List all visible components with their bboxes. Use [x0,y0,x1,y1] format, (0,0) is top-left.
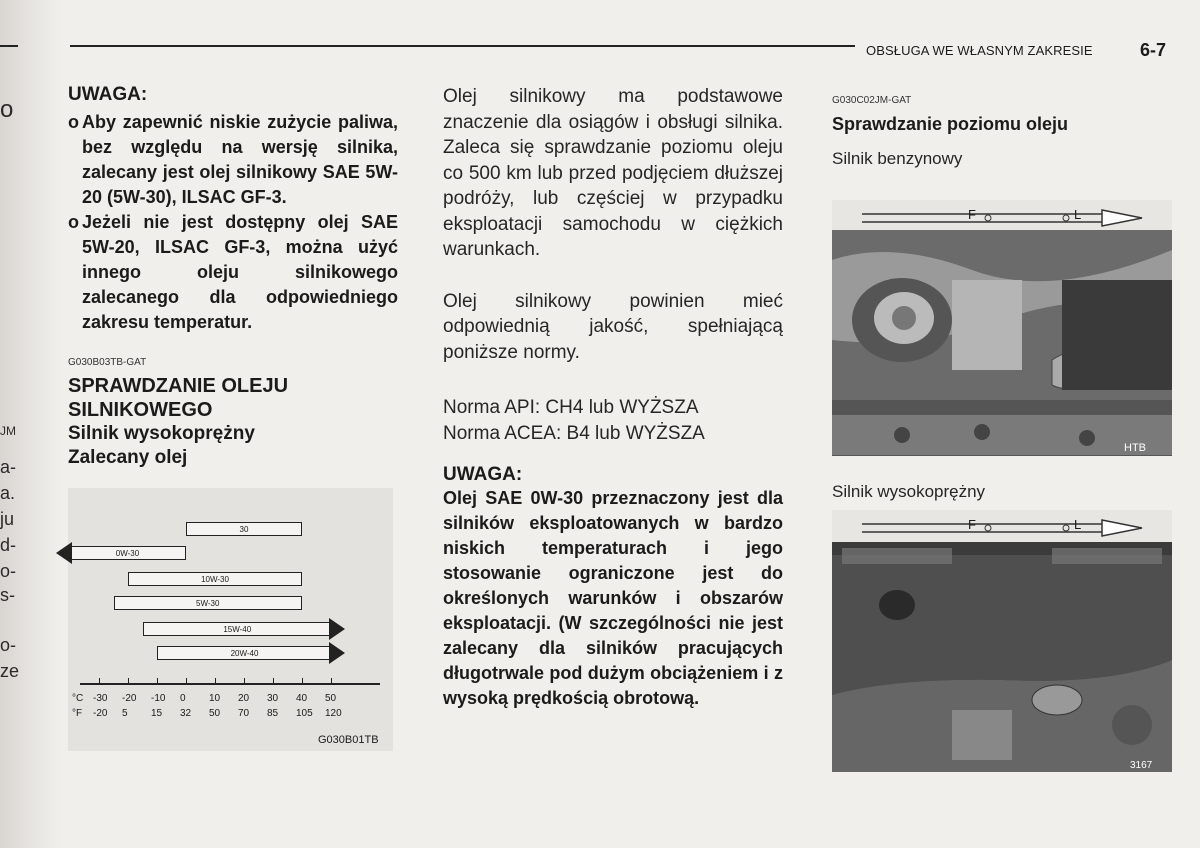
x-tick-label-celsius: -30 [93,693,108,704]
x-tick-mark [99,678,100,684]
header-rule [70,45,855,47]
x-tick-label-fahrenheit: -20 [93,708,108,719]
chart-bar: 10W-30 [128,572,302,586]
subtitle: Zalecany olej [68,447,188,468]
spine-fragment: d- [0,535,17,555]
dipstick-l-label: L [1074,207,1082,222]
x-tick-label-fahrenheit: 15 [151,708,163,719]
x-tick-label-fahrenheit: 85 [267,708,279,719]
diesel-engine-photo [832,510,1172,772]
dipstick-f-label: F [968,517,976,532]
x-tick-label-celsius: 10 [209,693,221,704]
spine-fragment: a. [0,483,16,503]
right-column [832,95,1172,172]
x-tick-label-celsius: 20 [238,693,250,704]
x-tick-label-celsius: 50 [325,693,337,704]
section-title: SILNIKOWEGO [68,399,213,421]
diesel-engine-illustration [832,510,1172,772]
chart-bar: 20W-40 [157,646,331,660]
x-tick-mark [331,678,332,684]
page-number: 6-7 [1140,40,1167,60]
subtitle: Silnik wysokoprężny [68,423,255,444]
x-tick-mark [273,678,274,684]
x-tick-mark [186,678,187,684]
dipstick-icon [862,210,1142,226]
spine-fragment: ze [0,661,20,681]
spine-fragment: o- [0,561,17,581]
dipstick-l-label: L [1074,517,1082,532]
spine-fragment: s- [0,585,15,605]
intro-paragraph: Olej silnikowy ma podstawowe znaczenie dla osiągów i obsługi silnika. Zaleca się sprawdzanie poziomu oleju co 500 km lub przed podjęciem dłuższej podróży, lub częściej w przypadku eksploatacji samochodu w ciężkich warunkach. [443,86,783,260]
facing-page-edge [0,0,62,848]
section-code: G030C02JM-GAT [832,95,912,106]
photo-label: 3167 [1130,760,1153,771]
x-tick-label-celsius: °C [72,693,84,704]
x-tick-label-fahrenheit: 32 [180,708,192,719]
x-tick-label-celsius: 0 [180,693,186,704]
x-tick-mark [302,678,303,684]
x-tick-label-celsius: -20 [122,693,137,704]
header-rule-left [0,45,18,47]
note-title: UWAGA: [443,464,523,485]
section-title: SPRAWDZANIE OLEJU [68,375,289,397]
spine-fragment: ju [0,509,15,529]
note-bullet-text: Aby zapewnić niskie zużycie paliwa, bez względu na wersję silnika, zalecany jest olej silnikowy SAE 5W-20 (5W-30), ILSAC GF-3. [82,112,398,207]
subtitle-diesel: Silnik wysokoprężny [832,482,986,501]
chart-bar: 30 [186,522,302,536]
quality-paragraph: Olej silnikowy powinien mieć odpowiednią jakość, spełniającą poniższe normy. [443,290,783,363]
header-section-title: OBSŁUGA WE WŁASNYM ZAKRESIE [866,43,1093,58]
note-text: Olej SAE 0W-30 przeznaczony jest dla silników eksploatowanych w bardzo niskich temperaturach i jego stosowanie ograniczone jest do określonych warunków i obszarów eksploatacji. (W szczególności nie jest zalecany dla silników pracujących długotrwale pod dużym obciążeniem i z wysoką prędkością obrotową. [443,488,783,708]
oil-viscosity-chart [68,488,393,751]
x-tick-label-celsius: -10 [151,693,166,704]
chart-bar: 5W-30 [114,596,303,610]
note-bullet-text: Jeżeli nie jest dostępny olej SAE 5W-20, ILSAC GF-3, można użyć innego oleju silnikowego zalecanego dla odpowiedniego zakresu temperatur. [82,212,398,332]
subtitle-petrol: Silnik benzynowy [832,149,963,168]
chart-bar: 15W-40 [143,622,332,636]
spine-fragment: o [0,96,14,123]
x-tick-label-celsius: 30 [267,693,279,704]
note-title: UWAGA: [68,84,148,105]
x-axis-line [80,683,380,685]
section-title: Sprawdzanie poziomu oleju [832,114,1069,134]
petrol-engine-illustration [832,200,1172,456]
bar-arrow-left [56,542,72,564]
norm-api: Norma API: CH4 lub WYŻSZA [443,397,699,418]
x-tick-label-fahrenheit: °F [72,708,83,719]
spine-fragment: JM [0,424,16,438]
x-tick-mark [244,678,245,684]
chart-bar: 0W-30 [70,546,186,560]
bar-arrow-right [329,642,345,664]
spine-fragment: o- [0,635,17,655]
spine-fragment: a- [0,457,17,477]
x-tick-label-fahrenheit: 5 [122,708,128,719]
dipstick-f-label: F [968,207,976,222]
chart-caption: G030B01TB [318,734,379,746]
x-tick-label-fahrenheit: 120 [325,708,342,719]
x-tick-label-fahrenheit: 70 [238,708,250,719]
x-tick-label-celsius: 40 [296,693,308,704]
photo-label: HTB [1124,442,1146,454]
left-column [68,84,398,470]
note-bullet: o Aby zapewnić niskie zużycie paliwa, bez względu na wersję silnika, zalecany jest olej silnikowy SAE 5W-20 (5W-30), ILSAC GF-3. [68,110,398,210]
bar-arrow-right [329,618,345,640]
x-tick-mark [128,678,129,684]
x-tick-mark [215,678,216,684]
x-tick-label-fahrenheit: 50 [209,708,221,719]
x-tick-label-fahrenheit: 105 [296,708,313,719]
dipstick-icon [862,520,1142,536]
norm-acea: Norma ACEA: B4 lub WYŻSZA [443,422,705,444]
section-code: G030B03TB-GAT [68,357,147,368]
petrol-engine-photo [832,200,1172,456]
note-bullet: o Jeżeli nie jest dostępny olej SAE 5W-20, ILSAC GF-3, można użyć innego oleju silnikowego zalecanego dla odpowiedniego zakresu temperatur. [68,210,398,335]
x-tick-mark [157,678,158,684]
middle-column [443,84,783,711]
